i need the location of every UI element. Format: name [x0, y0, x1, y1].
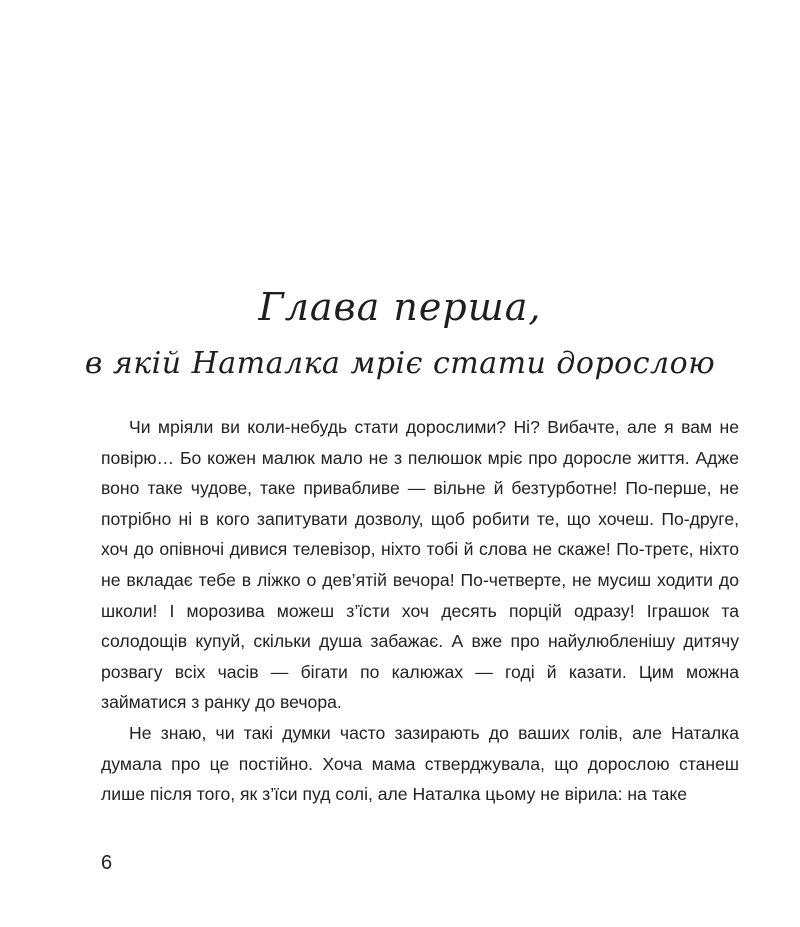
paragraph-2: Не знаю, чи такі думки часто зазирають до ваших голів, але Наталка думала про це постійно. Хоча мама стверджувала, що дорослою станеш лише після того, як з’їси пуд солі, але Наталка цьому не вірила: на таке [101, 722, 739, 805]
body-text [101, 412, 739, 810]
chapter-subtitle: в якій Наталка мріє стати дорослою [84, 346, 716, 381]
chapter-title: Глава перша, [258, 285, 542, 329]
chapter-heading [0, 282, 800, 384]
paragraph-1: Чи мріяли ви коли-небудь стати дорослими? Ні? Вибачте, але я вам не повірю… Бо кожен малюк мало не з пелюшок мріє про доросле життя. Адже воно таке чудове, таке привабливе — вільне й безтурботне! По-перше, не потрібно ні в кого запитувати дозволу, щоб робити те, що хочеш. По-друге, хоч до опівночі дивися телевізор, ніхто тобі й слова не скаже! По-третє, ніхто не вкладає тебе в ліжко о дев’ятій вечора! По-четверте, не мусиш ходити до школи! І морозива можеш з’їсти хоч десять порцій одразу! Іграшок та солодощів купуй, скільки душа забажає. А вже про найулюбленішу дитячу розвагу всіх часів — бігати по калюжах — годі й казати. Цим можна займатися з ранку до вечора. [101, 417, 739, 713]
page-number: 6 [101, 852, 113, 874]
